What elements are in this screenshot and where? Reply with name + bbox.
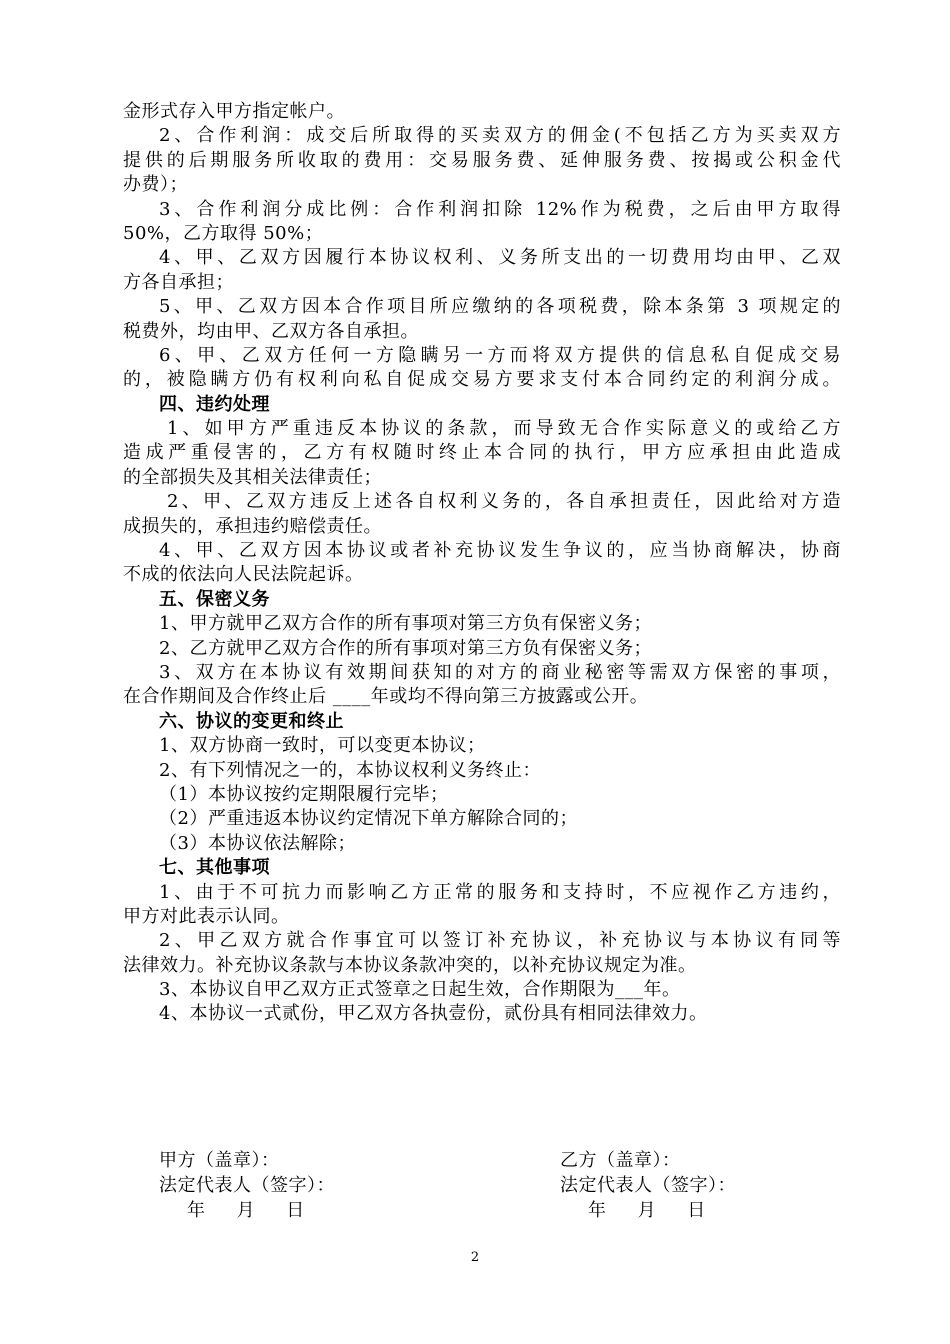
text-line: 2、乙方就甲乙双方合作的所有事项对第三方负有保密义务； <box>159 637 652 659</box>
party-b-seal-label: 乙方（盖章）： <box>560 1150 681 1171</box>
page-number: 2 <box>470 1250 480 1265</box>
text-line: 2、有下列情况之一的，本协议权利义务终止： <box>159 759 541 781</box>
section-heading: 五、保密义务 <box>159 588 270 610</box>
text-line: （3）本协议依法解除； <box>159 832 356 854</box>
date-day-label: 日 <box>687 1200 706 1221</box>
text-line: 2、甲、乙双方违反上述各自权利义务的，各自承担责任，因此给对方造 <box>167 491 841 513</box>
party-a-representative-label: 法定代表人（签字）： <box>159 1175 335 1196</box>
text-line: 2、甲乙双方就合作事宜可以签订补充协议，补充协议与本协议有同等 <box>159 930 841 952</box>
text-line: 1、如甲方严重违反本协议的条款，而导致无合作实际意义的或给乙方 <box>167 418 841 440</box>
text-line: 3、双方在本协议有效期间获知的对方的商业秘密等需双方保密的事项， <box>159 661 841 683</box>
text-line: 1、双方协商一致时，可以变更本协议； <box>159 735 486 757</box>
text-line: 5、甲、乙双方因本合作项目所应缴纳的各项税费，除本条第 3 项规定的 <box>159 296 841 318</box>
text-line: 1、甲方就甲乙双方合作的所有事项对第三方负有保密义务； <box>159 613 652 635</box>
text-line: 1、由于不可抗力而影响乙方正常的服务和支持时，不应视作乙方违约， <box>159 881 841 903</box>
section-heading: 七、其他事项 <box>159 857 270 879</box>
party-a-date <box>159 1198 335 1223</box>
text-line: 4、甲、乙双方因履行本协议权利、义务所支出的一切费用均由甲、乙双 <box>159 247 841 269</box>
text-line: 6、甲、乙双方任何一方隐瞒另一方而将双方提供的信息私自促成交易 <box>159 344 841 366</box>
text-line: 法律效力。补充协议条款与本协议条款冲突的，以补充协议规定为准。 <box>123 954 697 976</box>
text-line: 方各自承担； <box>123 271 234 293</box>
date-year-label: 年 <box>187 1200 206 1221</box>
date-month-label: 月 <box>637 1200 657 1221</box>
party-b-signature-block <box>560 1148 736 1223</box>
text-line: 甲方对此表示认同。 <box>123 905 290 927</box>
section-heading: 六、协议的变更和终止 <box>159 710 344 732</box>
text-line: 提供的后期服务所收取的费用：交易服务费、延伸服务费、按揭或公积金代 <box>123 149 841 171</box>
text-line: 金形式存入甲方指定帐户。 <box>123 101 345 122</box>
party-b-date <box>560 1198 736 1223</box>
text-line: 的全部损失及其相关法律责任； <box>123 466 382 488</box>
document-body <box>123 100 841 1027</box>
text-line: 税费外，均由甲、乙双方各自承担。 <box>123 320 419 342</box>
section-heading: 四、违约处理 <box>159 393 270 415</box>
date-day-label: 日 <box>286 1200 305 1221</box>
text-line: 不成的依法向人民法院起诉。 <box>123 564 364 586</box>
text-line: 成损失的，承担违约赔偿责任。 <box>123 515 382 537</box>
text-line: 4、甲、乙双方因本协议或者补充协议发生争议的，应当协商解决，协商 <box>159 540 841 562</box>
date-year-label: 年 <box>588 1200 607 1221</box>
party-b-representative-label: 法定代表人（签字）： <box>560 1175 736 1196</box>
date-month-label: 月 <box>236 1200 256 1221</box>
text-line: 2、合作利润：成交后所取得的买卖双方的佣金(不包括乙方为买卖双方 <box>159 125 841 147</box>
party-a-seal-label: 甲方（盖章）： <box>159 1150 280 1171</box>
text-line: 3、合作利润分成比例：合作利润扣除 12%作为税费，之后由甲方取得 <box>159 198 841 220</box>
text-line: 4、本协议一式贰份，甲乙双方各执壹份，贰份具有相同法律效力。 <box>159 1003 708 1025</box>
text-line: 3、本协议自甲乙双方正式签章之日起生效，合作期限为___年。 <box>159 979 681 1001</box>
text-line: 办费）； <box>123 174 188 196</box>
text-line: （1）本协议按约定期限履行完毕； <box>159 783 449 805</box>
text-line: 50%，乙方取得 50%； <box>123 222 324 244</box>
text-line: （2）严重违返本协议约定情况下单方解除合同的； <box>159 808 578 830</box>
text-line: 造成严重侵害的，乙方有权随时终止本合同的执行，甲方应承担由此造成 <box>123 442 841 464</box>
text-line: 在合作期间及合作终止后 ____年或均不得向第三方披露或公开。 <box>123 686 649 708</box>
text-line: 的，被隐瞒方仍有权利向私自促成交易方要求支付本合同约定的利润分成。 <box>123 369 841 391</box>
party-a-signature-block <box>159 1148 335 1223</box>
